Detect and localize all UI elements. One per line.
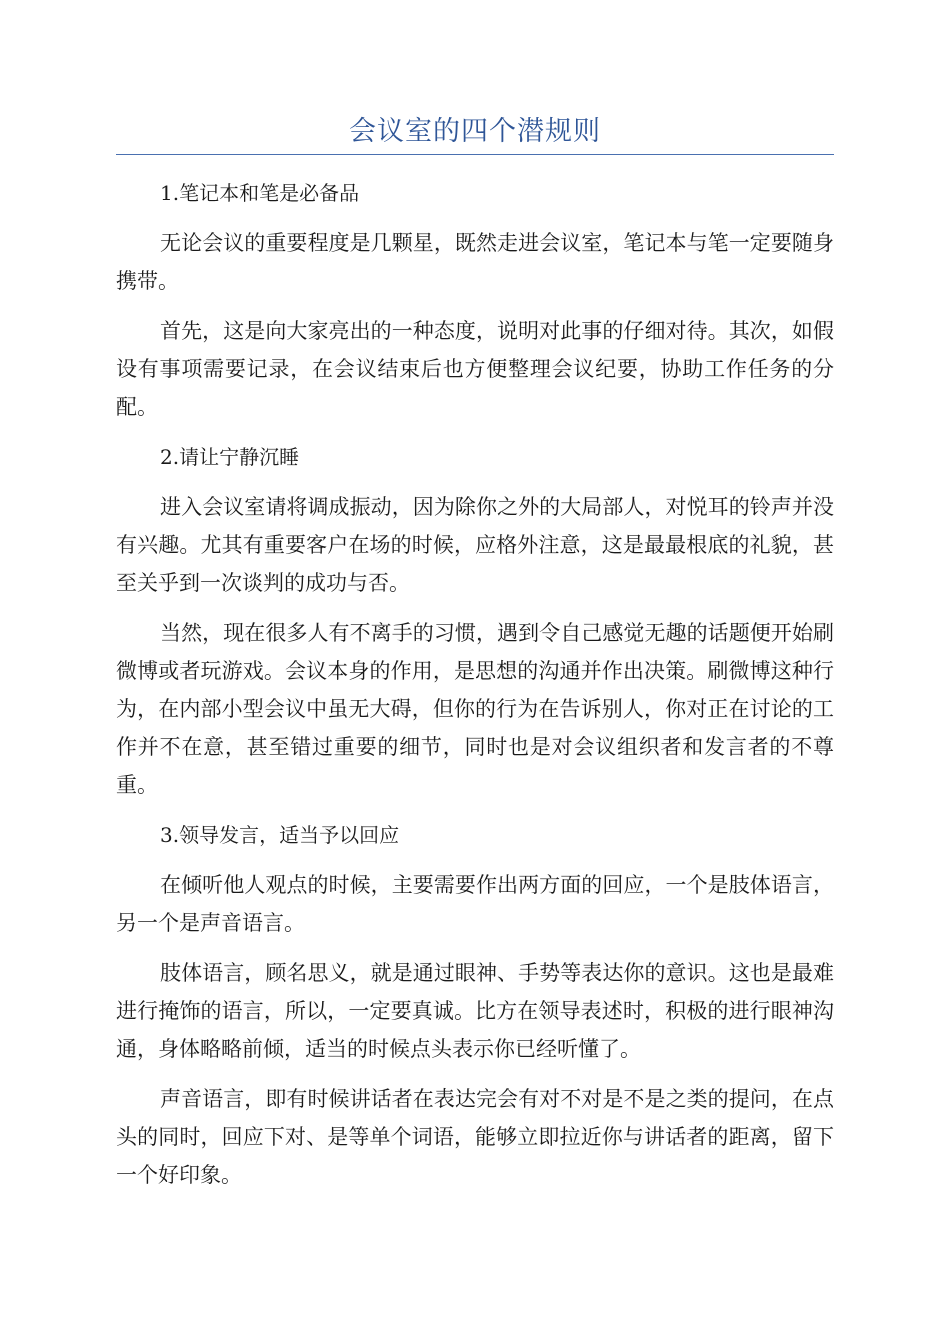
paragraph: 肢体语言，顾名思义，就是通过眼神、手势等表达你的意识。这也是最难进行掩饰的语言，所以，一定要真诚。比方在领导表述时，积极的进行眼神沟通，身体略略前倾，适当的时候点头表示你已经听懂了。: [116, 961, 834, 1061]
section-heading-1: 1.笔记本和笔是必备品: [160, 181, 360, 205]
section-heading-2: 2.请让宁静沉睡: [160, 445, 300, 469]
paragraph: 当然，现在很多人有不离手的习惯，遇到令自己感觉无趣的话题便开始刷微博或者玩游戏。会议本身的作用，是思想的沟通并作出决策。刷微博这种行为，在内部小型会议中虽无大碍，但你的行为在告诉别人，你对正在讨论的工作并不在意，甚至错过重要的细节，同时也是对会议组织者和发言者的不尊重。: [116, 621, 834, 797]
document-title: 会议室的四个潜规则: [349, 116, 601, 147]
document-body: [116, 174, 834, 1206]
paragraph: 在倾听他人观点的时候，主要需要作出两方面的回应，一个是肢体语言，另一个是声音语言。: [116, 873, 834, 935]
paragraph: 首先，这是向大家亮出的一种态度，说明对此事的仔细对待。其次，如假设有事项需要记录，在会议结束后也方便整理会议纪要，协助工作任务的分配。: [116, 319, 834, 419]
paragraph: 声音语言，即有时候讲话者在表达完会有对不对是不是之类的提问，在点头的同时，回应下对、是等单个词语，能够立即拉近你与讲话者的距离，留下一个好印象。: [116, 1087, 834, 1187]
section-heading-3: 3.领导发言，适当予以回应: [160, 823, 400, 847]
paragraph: 无论会议的重要程度是几颗星，既然走进会议室，笔记本与笔一定要随身携带。: [116, 231, 834, 293]
paragraph: 进入会议室请将调成振动，因为除你之外的大局部人，对悦耳的铃声并没有兴趣。尤其有重要客户在场的时候，应格外注意，这是最最根底的礼貌，甚至关乎到一次谈判的成功与否。: [116, 495, 834, 595]
title-underline: [116, 154, 834, 155]
